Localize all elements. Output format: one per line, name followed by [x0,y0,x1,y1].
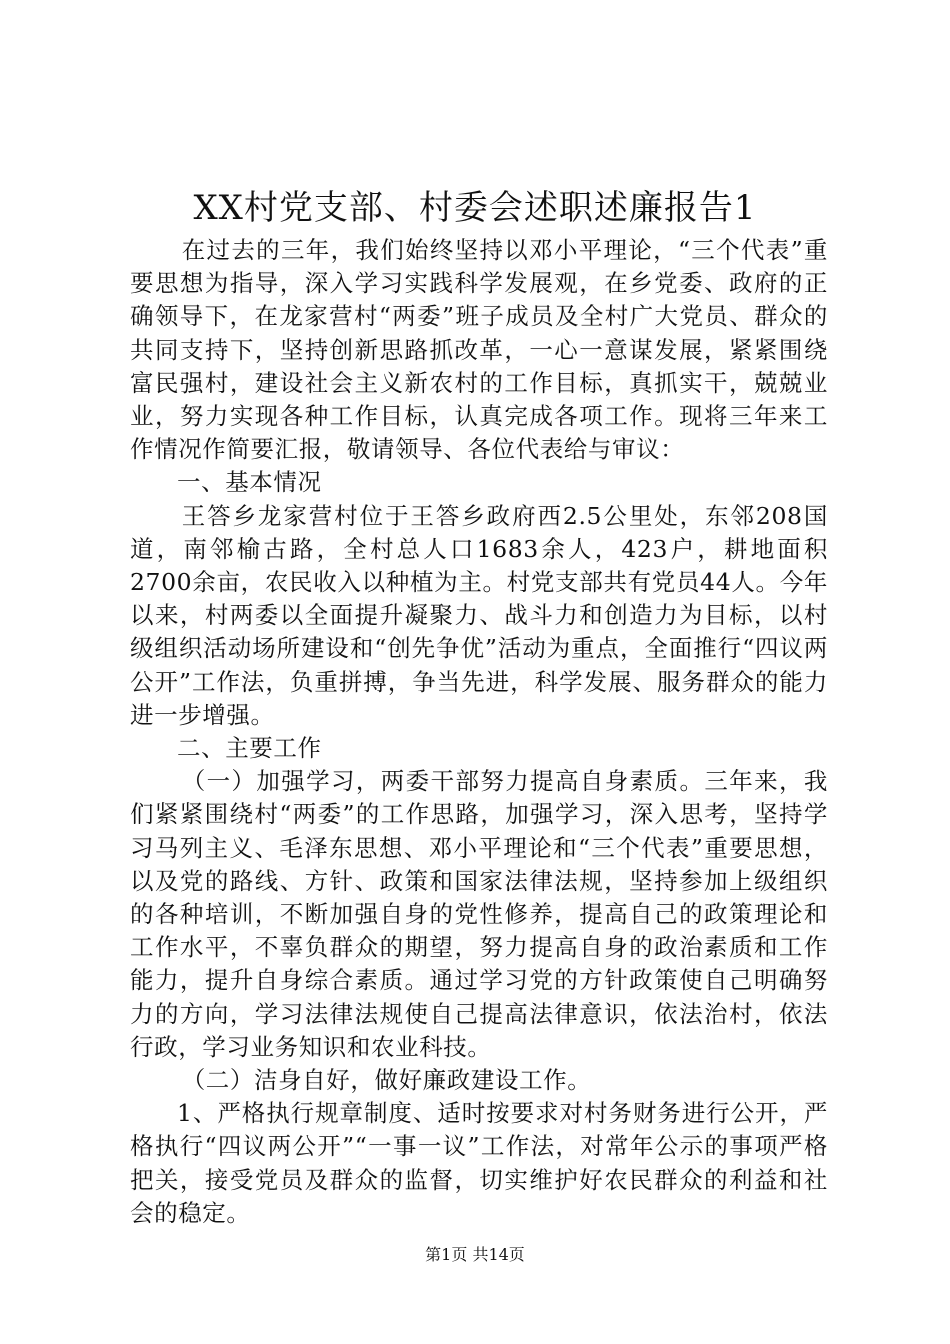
section-heading-basic: 一、基本情况 [177,468,322,497]
section-heading-main-work: 二、主要工作 [177,734,322,763]
subsection-heading-integrity: （二）洁身自好，做好廉政建设工作。 [181,1066,592,1095]
rules-paragraph: 1、严格执行规章制度、适时按要求对村务财务进行公开，严格执行“四议两公开”“一事一议”工作法，对常年公示的事项严格把关，接受党员及群众的监督，切实维护好农民群众的利益和社会的稳定。 [130,1099,828,1227]
page-number: 第1页 共14页 [425,1245,525,1264]
basic-info-paragraph: 王答乡龙家营村位于王答乡政府西2.5公里处，东邻208国道，南邻榆古路，全村总人口1683余人，423户，耕地面积2700余亩，农民收入以种植为主。村党支部共有党员44人。今年以来，村两委以全面提升凝聚力、战斗力和创造力为目标，以村级组织活动场所建设和“创先争优”活动为重点，全面推行“四议两公开”工作法，负重拼搏，争当先进，科学发展、服务群众的能力进一步增强。 [130,501,828,729]
study-paragraph: （一）加强学习，两委干部努力提高自身素质。三年来，我们紧紧围绕村“两委”的工作思路，加强学习，深入思考，坚持学习马列主义、毛泽东思想、邓小平理论和“三个代表”重要思想，以及党的路线、方针、政策和国家法律法规，坚持参加上级组织的各种培训，不断加强自身的党性修养，提高自己的政策理论和工作水平，不辜负群众的期望，努力提高自身的政治素质和工作能力，提升自身综合素质。通过学习党的方针政策使自己明确努力的方向，学习法律法规使自己提高法律意识，依法治村，依法行政，学习业务知识和农业科技。 [130,767,828,1061]
document-title: XX村党支部、村委会述职述廉报告1 [193,188,757,228]
intro-paragraph: 在过去的三年，我们始终坚持以邓小平理论，“三个代表”重要思想为指导，深入学习实践科学发展观，在乡党委、政府的正确领导下，在龙家营村“两委”班子成员及全村广大党员、群众的共同支持下，坚持创新思路抓改革，一心一意谋发展，紧紧围绕富民强村，建设社会主义新农村的工作目标，真抓实干，兢兢业业，努力实现各种工作目标，认真完成各项工作。现将三年来工作情况作简要汇报，敬请领导、各位代表给与审议： [130,236,828,464]
document-body [130,234,828,1230]
